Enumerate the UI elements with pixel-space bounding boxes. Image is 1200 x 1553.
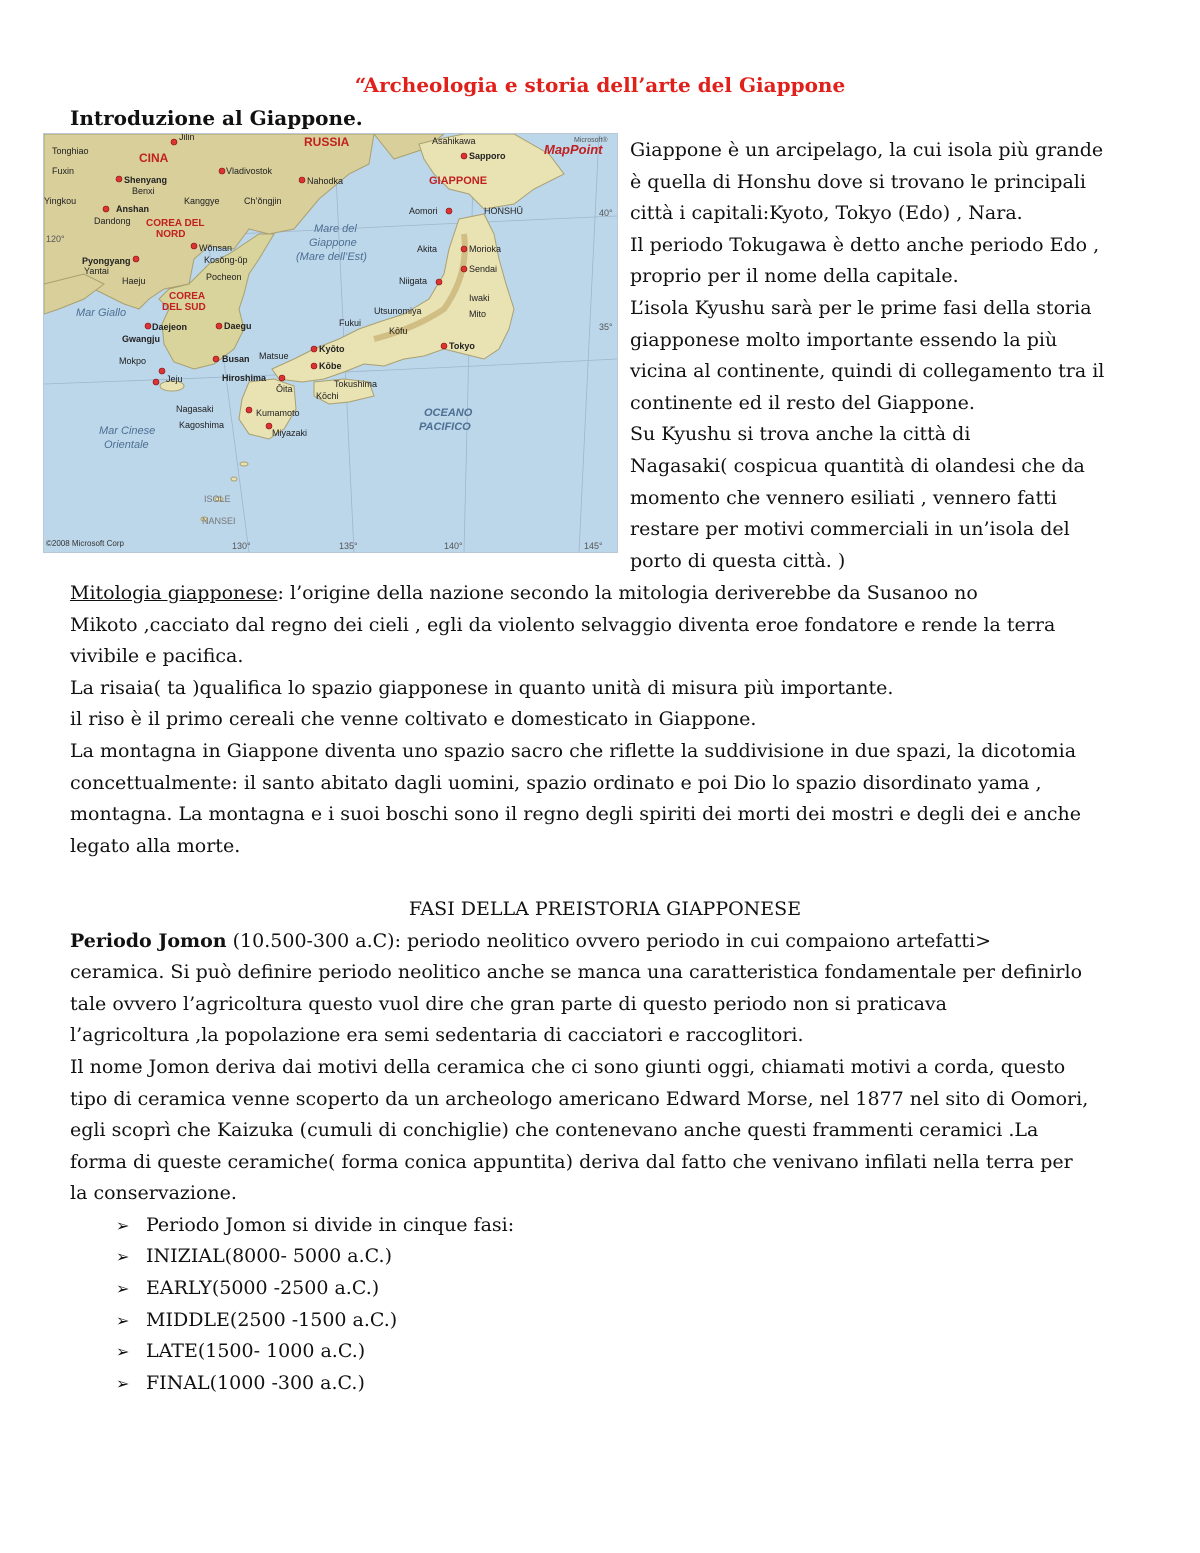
svg-text:Ōita: Ōita	[276, 384, 293, 394]
arrow-bullet-icon: ➢	[116, 1279, 130, 1299]
mitologia-line: : l’origine della nazione secondo la mitologia deriverebbe da Susanoo no	[277, 582, 978, 604]
svg-text:Fuxin: Fuxin	[52, 166, 75, 176]
svg-text:OCEANO: OCEANO	[424, 407, 473, 419]
svg-text:Fukui: Fukui	[339, 318, 362, 328]
mitologia-label: Mitologia giapponese	[70, 582, 278, 604]
svg-text:Pocheon: Pocheon	[206, 272, 242, 282]
svg-text:Kyōto: Kyōto	[319, 344, 345, 354]
svg-text:Giappone: Giappone	[309, 237, 357, 249]
svg-text:Kanggye: Kanggye	[184, 196, 220, 206]
jomon-label: Periodo Jomon	[70, 929, 227, 952]
jomon-line: egli scoprì che Kaizuka (cumuli di conchiglie) che contenevano anche questi frammenti ceramici .La	[70, 1119, 1039, 1142]
intro-line: Nagasaki( cospicua quantità di olandesi che da	[630, 454, 1085, 477]
list-item: ➢ LATE(1500- 1000 a.C.)	[116, 1336, 1140, 1368]
svg-text:Kagoshima: Kagoshima	[179, 420, 225, 430]
mitologia-line: Mikoto ,cacciato dal regno dei cieli , egli da violento selvaggio diventa eroe fondatore e rende la terra	[70, 613, 1056, 636]
list-item: ➢ INIZIAL(8000- 5000 a.C.)	[116, 1241, 1140, 1273]
jomon-line: forma di queste ceramiche( forma conica appuntita) deriva dal fatto che venivano infilati nella terra per	[70, 1150, 1073, 1173]
svg-text:Kōfu: Kōfu	[389, 326, 408, 336]
intro-line: è quella di Honshu dove si trovano le principali	[630, 170, 1086, 193]
list-item: ➢ Periodo Jomon si divide in cinque fasi:	[116, 1210, 1140, 1242]
intro-heading: Introduzione al Giappone.	[70, 106, 363, 130]
jomon-line: tipo di ceramica venne scoperto da un archeologo americano Edward Morse, nel 1877 nel sito di Oomori,	[70, 1087, 1089, 1110]
list-item: ➢ FINAL(1000 -300 a.C.)	[116, 1368, 1140, 1400]
list-item: ➢ EARLY(5000 -2500 a.C.)	[116, 1273, 1140, 1305]
blank-line	[70, 862, 1140, 894]
svg-text:40°: 40°	[599, 208, 613, 218]
svg-text:Gwangju: Gwangju	[122, 334, 160, 344]
svg-text:Benxi: Benxi	[132, 186, 155, 196]
svg-text:Daejeon: Daejeon	[152, 322, 188, 332]
jomon-line: ceramica. Si può definire periodo neolitico anche se manca una caratteristica fondamentale per definirlo	[70, 961, 1083, 984]
jomon-line: la conservazione.	[70, 1182, 237, 1205]
arrow-bullet-icon: ➢	[116, 1247, 130, 1267]
arrow-bullet-icon: ➢	[116, 1310, 130, 1330]
svg-text:Kumamoto: Kumamoto	[256, 408, 300, 418]
svg-text:Haeju: Haeju	[122, 276, 146, 286]
svg-text:Busan: Busan	[222, 354, 250, 364]
document-title: “Archeologia e storia dell’arte del Giappone	[354, 73, 846, 97]
svg-text:(Mare dell’Est): (Mare dell’Est)	[296, 251, 367, 263]
intro-line: città i capitali:Kyoto, Tokyo (Edo) , Nara.	[630, 202, 1023, 225]
svg-text:Mokpo: Mokpo	[119, 356, 147, 366]
svg-text:Tokushima: Tokushima	[334, 379, 378, 389]
arrow-bullet-icon: ➢	[116, 1342, 130, 1362]
intro-line: restare per motivi commerciali in un’isola del	[630, 518, 1070, 541]
intro-line: momento che vennero esiliati , vennero fatti	[630, 486, 1057, 509]
intro-line: continente ed il resto del Giappone.	[630, 391, 975, 414]
svg-text:Nagasaki: Nagasaki	[176, 404, 214, 414]
microsoft-logo-text: Microsoft®	[574, 137, 608, 144]
svg-text:NANSEI: NANSEI	[202, 516, 236, 526]
intro-line: L’isola Kyushu sarà per le prime fasi della storia	[630, 296, 1092, 319]
svg-text:GIAPPONE: GIAPPONE	[429, 175, 488, 187]
body-text	[70, 578, 1140, 1399]
svg-text:COREA DEL: COREA DEL	[146, 218, 205, 229]
svg-text:RUSSIA: RUSSIA	[304, 135, 350, 149]
svg-text:Sendai: Sendai	[469, 264, 498, 274]
svg-text:COREA: COREA	[169, 291, 206, 302]
mitologia-line: montagna. La montagna e i suoi boschi sono il regno degli spiriti dei morti dei mostri e degli dei e anche	[70, 803, 1082, 826]
svg-text:Orientale: Orientale	[104, 439, 149, 451]
intro-line: proprio per il nome della capitale.	[630, 265, 959, 288]
svg-text:140°: 140°	[444, 541, 463, 551]
svg-text:Daegu: Daegu	[224, 321, 252, 331]
svg-text:Akita: Akita	[417, 244, 438, 254]
jomon-line: (10.500-300 a.C): periodo neolitico ovvero periodo in cui compaiono artefatti>	[226, 929, 992, 952]
svg-text:Sapporo: Sapporo	[469, 151, 506, 161]
intro-line: porto di questa città. )	[630, 549, 846, 572]
arrow-bullet-icon: ➢	[116, 1215, 130, 1235]
svg-text:Niigata: Niigata	[399, 276, 428, 286]
jomon-line: Il nome Jomon deriva dai motivi della ceramica che ci sono giunti oggi, chiamati motivi a corda, questo	[70, 1055, 1066, 1078]
svg-text:Yingkou: Yingkou	[44, 196, 77, 206]
svg-text:Kōchi: Kōchi	[316, 391, 339, 401]
mitologia-line: vivibile e pacifica.	[70, 645, 244, 668]
svg-text:Vladivostok: Vladivostok	[226, 166, 273, 176]
jomon-paragraph-start	[70, 926, 1140, 958]
svg-text:Jeju: Jeju	[166, 374, 183, 384]
svg-text:Yantai: Yantai	[84, 266, 109, 276]
svg-text:35°: 35°	[599, 322, 613, 332]
list-item: ➢ MIDDLE(2500 -1500 a.C.)	[116, 1305, 1140, 1337]
svg-text:Kosŏng-ŭp: Kosŏng-ŭp	[204, 255, 248, 265]
svg-text:DEL SUD: DEL SUD	[162, 302, 206, 313]
svg-text:135°: 135°	[339, 541, 358, 551]
svg-text:Wŏnsan: Wŏnsan	[199, 243, 233, 253]
svg-text:Mar Cinese: Mar Cinese	[99, 425, 156, 437]
svg-text:Aomori: Aomori	[409, 206, 438, 216]
svg-text:Tokyo: Tokyo	[449, 341, 475, 351]
svg-text:Pyongyang: Pyongyang	[82, 256, 131, 266]
svg-text:©2008 Microsoft Corp: ©2008 Microsoft Corp	[46, 539, 124, 548]
svg-text:Anshan: Anshan	[116, 204, 150, 214]
svg-text:Kōbe: Kōbe	[319, 361, 342, 371]
intro-line: Il periodo Tokugawa è detto anche periodo Edo ,	[630, 233, 1100, 256]
svg-text:145°: 145°	[584, 541, 603, 551]
japan-map-image	[43, 133, 618, 553]
svg-text:Utsunomiya: Utsunomiya	[374, 306, 422, 316]
jomon-line: tale ovvero l’agricoltura questo vuol dire che gran parte di questo periodo non si praticava	[70, 992, 947, 1015]
svg-text:Dandong: Dandong	[94, 216, 131, 226]
svg-text:Ch’ŏngjin: Ch’ŏngjin	[244, 196, 282, 206]
svg-text:PACIFICO: PACIFICO	[419, 421, 471, 433]
mitologia-line: legato alla morte.	[70, 834, 241, 857]
jomon-phases-list	[70, 1210, 1140, 1400]
arrow-bullet-icon: ➢	[116, 1373, 130, 1393]
jomon-line: l’agricoltura ,la popolazione era semi sedentaria di cacciatori e raccoglitori.	[70, 1024, 804, 1047]
svg-text:130°: 130°	[232, 541, 251, 551]
svg-text:Tonghiao: Tonghiao	[52, 146, 89, 156]
svg-text:Matsue: Matsue	[259, 351, 289, 361]
svg-text:ISOLE: ISOLE	[204, 494, 231, 504]
svg-text:120°: 120°	[46, 234, 65, 244]
intro-line: Su Kyushu si trova anche la città di	[630, 423, 971, 446]
svg-text:Jilin: Jilin	[179, 134, 195, 142]
mitologia-line: il riso è il primo cereali che venne coltivato e domesticato in Giappone.	[70, 708, 757, 731]
svg-text:Iwaki: Iwaki	[469, 293, 490, 303]
svg-text:Miyazaki: Miyazaki	[272, 428, 308, 438]
svg-text:Nahodka: Nahodka	[307, 176, 344, 186]
intro-line: giapponese molto importante essendo la più	[630, 328, 1058, 351]
fasi-heading: FASI DELLA PREISTORIA GIAPPONESE	[408, 897, 802, 920]
svg-text:Mare del: Mare del	[314, 223, 357, 235]
mitologia-line: concettualmente: il santo abitato dagli uomini, spazio ordinato e poi Dio lo spazio disordinato yama ,	[70, 771, 1042, 794]
svg-text:CINA: CINA	[139, 151, 169, 165]
svg-text:HONSHŪ: HONSHŪ	[484, 206, 524, 216]
mitologia-line: La risaia( ta )qualifica lo spazio giapponese in quanto unità di misura più importante.	[70, 676, 894, 699]
svg-text:Mar Giallo: Mar Giallo	[76, 307, 127, 319]
mitologia-paragraph-start	[70, 578, 1140, 610]
svg-text:Mito: Mito	[469, 309, 487, 319]
svg-text:Hiroshima: Hiroshima	[222, 373, 267, 383]
intro-line: Giappone è un arcipelago, la cui isola più grande	[630, 139, 1104, 161]
svg-text:NORD: NORD	[156, 229, 186, 240]
svg-text:Morioka: Morioka	[469, 244, 502, 254]
intro-text	[630, 135, 1130, 577]
intro-line: vicina al continente, quindi di collegamento tra il	[630, 360, 1105, 383]
svg-text:Asahikawa: Asahikawa	[432, 136, 476, 146]
mappoint-logo-text: MapPoint	[544, 142, 603, 157]
mitologia-line: La montagna in Giappone diventa uno spazio sacro che riflette la suddivisione in due spazi, la dicotomia	[70, 739, 1077, 762]
svg-text:Shenyang: Shenyang	[124, 175, 168, 185]
